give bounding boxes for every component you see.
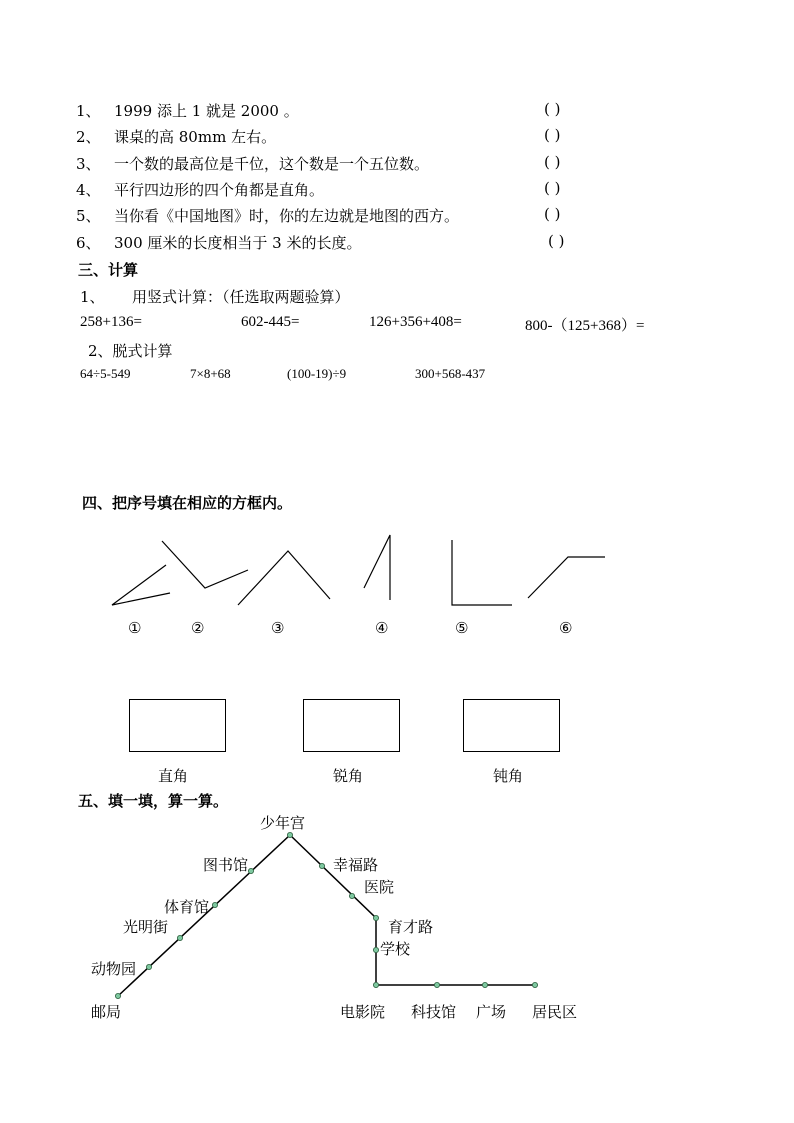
place-label-guangchang: 广场 bbox=[476, 1003, 507, 1021]
right-angle-label: 直角 bbox=[158, 767, 189, 785]
judge-item-1-text: 1999 添上 1 就是 2000 。 bbox=[114, 102, 299, 120]
angle-label-6: ⑥ bbox=[559, 619, 573, 637]
subsection-1-number: 1、 bbox=[80, 288, 105, 306]
judge-item-5-number: 5、 bbox=[76, 207, 101, 225]
stop-tushuguan bbox=[248, 868, 253, 873]
angle-label-3: ③ bbox=[271, 619, 285, 637]
place-label-tiyuguan: 体育馆 bbox=[164, 898, 210, 916]
judge-item-3-answer-blank[interactable]: ( ) bbox=[544, 153, 561, 171]
stop-tiyuguan bbox=[212, 902, 217, 907]
stepwise-calc-4: 300+568-437 bbox=[415, 366, 486, 381]
place-label-kejiguan: 科技馆 bbox=[411, 1003, 457, 1021]
judge-item-6-number: 6、 bbox=[76, 234, 101, 252]
place-label-yucailu: 育才路 bbox=[388, 918, 434, 936]
judge-item-5-text: 当你看《中国地图》时，你的左边就是地图的西方。 bbox=[114, 207, 460, 225]
obtuse-angle-label: 钝角 bbox=[493, 767, 524, 785]
judge-item-2-answer-blank[interactable]: ( ) bbox=[544, 126, 561, 144]
place-label-jumingqu: 居民区 bbox=[532, 1003, 578, 1021]
stop-yucailu bbox=[373, 915, 378, 920]
place-label-youju: 邮局 bbox=[91, 1003, 122, 1021]
subsection-1-text: 用竖式计算：（任选取两题验算） bbox=[132, 288, 350, 306]
angle-label-1: ① bbox=[128, 619, 142, 637]
judge-item-5-answer-blank[interactable]: ( ) bbox=[544, 205, 561, 223]
angle-label-4: ④ bbox=[375, 619, 389, 637]
stop-guangmingjie bbox=[177, 935, 182, 940]
judge-item-4-number: 4、 bbox=[76, 181, 101, 199]
stop-dongwuyuan bbox=[146, 964, 151, 969]
judge-item-1-answer-blank[interactable]: ( ) bbox=[544, 100, 561, 118]
place-label-guangmingjie: 光明街 bbox=[123, 918, 169, 936]
judge-item-2-number: 2、 bbox=[76, 128, 101, 146]
stop-youju bbox=[115, 993, 120, 998]
section-3-title: 三、计算 bbox=[78, 261, 139, 279]
place-label-shaoniangong: 少年宫 bbox=[260, 814, 306, 832]
stop-xingfulu bbox=[319, 863, 324, 868]
stepwise-calc-1: 64÷5-549 bbox=[80, 366, 131, 381]
vertical-calc-2: 602-445= bbox=[241, 314, 300, 330]
acute-angle-label: 锐角 bbox=[333, 767, 364, 785]
judge-item-3-number: 3、 bbox=[76, 155, 101, 173]
vertical-calc-1: 258+136= bbox=[80, 314, 142, 330]
place-label-yiyuan: 医院 bbox=[364, 878, 395, 896]
place-label-tushuguan: 图书馆 bbox=[203, 856, 249, 874]
vertical-calc-4: 800-（125+368）= bbox=[525, 318, 645, 334]
vertical-calc-3: 126+356+408= bbox=[369, 314, 462, 330]
subsection-2-title: 2、脱式计算 bbox=[88, 342, 173, 360]
stop-guangchang bbox=[482, 982, 487, 987]
judge-item-3-text: 一个数的最高位是千位，这个数是一个五位数。 bbox=[114, 155, 430, 173]
judge-item-4-answer-blank[interactable]: ( ) bbox=[544, 179, 561, 197]
angle-label-2: ② bbox=[191, 619, 205, 637]
stop-shaoniangong bbox=[287, 832, 292, 837]
angle-label-5: ⑤ bbox=[455, 619, 469, 637]
stop-jumingqu bbox=[532, 982, 537, 987]
stop-dianyingyuan bbox=[373, 982, 378, 987]
judge-item-1-number: 1、 bbox=[76, 102, 101, 120]
judge-item-6-answer-blank[interactable]: ( ) bbox=[548, 232, 565, 250]
judge-item-6-text: 300 厘米的长度相当于 3 米的长度。 bbox=[114, 234, 362, 252]
place-label-dianyingyuan: 电影院 bbox=[340, 1003, 386, 1021]
stepwise-calc-3: (100-19)÷9 bbox=[287, 366, 347, 381]
judge-item-2-text: 课桌的高 80mm 左右。 bbox=[114, 128, 277, 146]
stop-xuexiao bbox=[373, 947, 378, 952]
place-label-dongwuyuan: 动物园 bbox=[91, 960, 137, 978]
place-label-xuexiao: 学校 bbox=[380, 940, 411, 958]
section-5-title: 五、填一填，算一算。 bbox=[78, 792, 229, 810]
judge-item-4-text: 平行四边形的四个角都是直角。 bbox=[114, 181, 325, 199]
place-label-xingfulu: 幸福路 bbox=[333, 856, 379, 874]
stop-kejiguan bbox=[434, 982, 439, 987]
stepwise-calc-2: 7×8+68 bbox=[190, 366, 231, 381]
section-4-title: 四、把序号填在相应的方框内。 bbox=[82, 494, 293, 512]
stop-yiyuan bbox=[349, 893, 354, 898]
